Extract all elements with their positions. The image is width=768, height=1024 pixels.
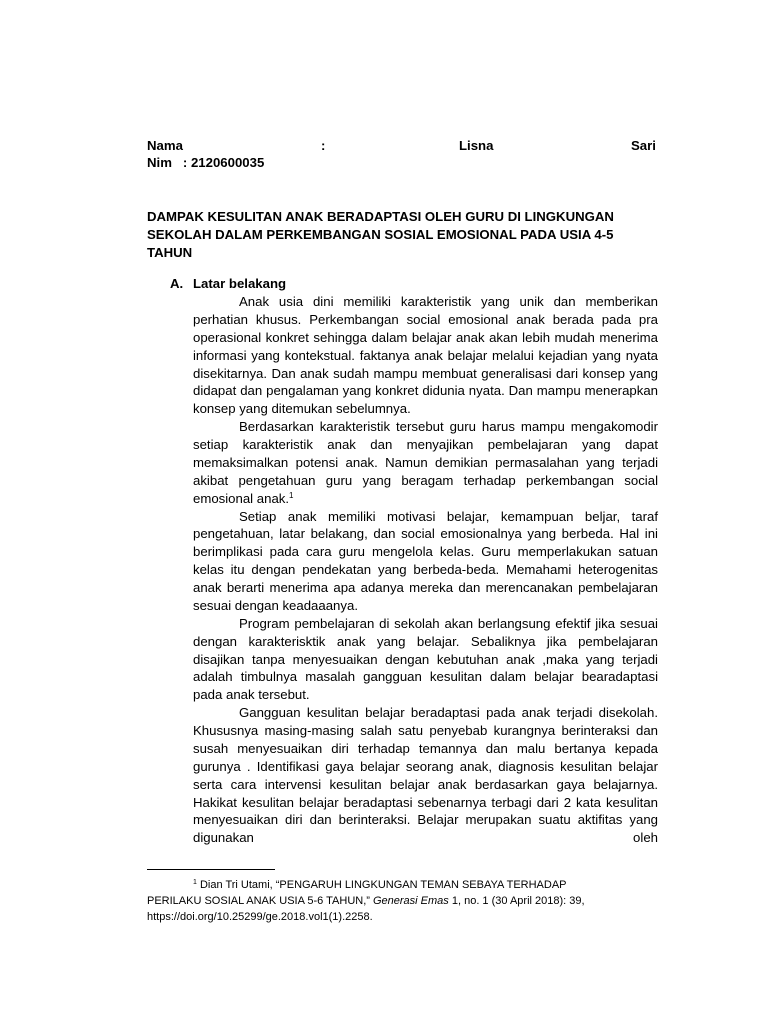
name-first: Lisna <box>459 138 494 153</box>
footnote-separator <box>147 869 275 870</box>
paragraph: Gangguan kesulitan belajar beradaptasi pada anak terjadi disekolah. Khususnya masing-masing salah satu penyebab kurangnya berinteraksi dan susah menyesuaikan diri terhadap temannya dan malu bertanya kepada gurunya . Identifikasi gaya belajar seorang anak, diagnosis kesulitan belajar serta cara intervensi kesulitan belajar anak berdasarkan gaya belajarnya. Hakikat kesulitan belajar beradaptasi sebenarnya terbagi dari 2 kata kesulitan menyesuaikan diri dan berinteraksi. Belajar merupakan suatu aktifitas yang digunakan oleh <box>193 705 658 846</box>
name-colon: : <box>321 138 326 153</box>
paragraph: Setiap anak memiliki motivasi belajar, kemampuan beljar, taraf pengetahuan, latar belakang, dan social emosionalnya yang berbeda. Hal ini berimplikasi pada cara guru mengelola kelas. Guru memperlakukan satuan kelas itu dengan pendekatan yang berbeda-beda. Memahami heterogenitas anak berarti menerima apa adanya mereka dan merencanakan pembelajaran sesuai dengan keadaaanya. <box>193 508 658 613</box>
footnote-text-before: Dian Tri Utami, “PENGARUH LINGKUNGAN TEMAN SEBAYA TERHADAP PERILAKU SOSIAL ANAK USIA 5-6 TAHUN,” <box>147 879 567 907</box>
paragraph: Program pembelajaran di sekolah akan berlangsung efektif jika sesuai dengan karakterisktik anak yang belajar. Sebaliknya jika pembelajaran disajikan tanpa menyesuaikan dengan kebutuhan anak ,maka yang terjadi adalah timbulnya masalah gangguan kesulitan dalam belajar bearadaptasi pada anak tersebut. <box>193 615 658 703</box>
name-last: Sari <box>631 138 656 153</box>
footnote-reference[interactable]: 1 <box>289 490 294 500</box>
paragraph: Anak usia dini memiliki karakteristik yang unik dan memberikan perhatian khusus. Perkembangan social emosional anak berada pada pra operasional konkret sehingga dalam belajar anak akan lebih mudah menerima informasi yang kontekstual. faktanya anak belajar melalui kejadian yang nyata disekitarnya. Dan anak sudah mampu membuat generalisasi dari konsep yang didapat dan pengalaman yang konkret didunia nyata. Dan mampu menerapkan konsep yang ditemukan sebelumnya. <box>193 294 658 417</box>
body-text <box>193 293 658 847</box>
footnote <box>147 877 617 925</box>
paragraph-text: Berdasarkan karakteristik tersebut guru harus mampu mengakomodir setiap karakteristik anak dan menyajikan pembelajaran yang dapat memaksimalkan potensi anak. Namun demikian permasalahan yang terjadi akibat pengetahuan guru yang beragam terhadap perkembangan social emosional anak. <box>193 419 658 506</box>
document-title: DAMPAK KESULITAN ANAK BERADAPTASI OLEH GURU DI LINGKUNGAN SEKOLAH DALAM PERKEMBANGAN SOSIAL EMOSIONAL PADA USIA 4-5 TAHUN <box>147 209 614 260</box>
footnote-journal: Generasi Emas <box>372 895 449 907</box>
name-row <box>147 138 659 156</box>
section-heading-text: Latar belakang <box>193 276 287 291</box>
name-label: Nama <box>147 138 183 153</box>
footnote-text-after[interactable]: 1, no. 1 (30 April 2018): 39, https://doi.org/10.25299/ge.2018.vol1(1).2258. <box>147 895 585 923</box>
section-heading <box>170 276 286 291</box>
footnote-number: 1 <box>193 879 197 886</box>
nim-row: Nim : 2120600035 <box>147 155 265 170</box>
paragraph <box>193 418 658 507</box>
section-marker: A. <box>170 276 184 291</box>
